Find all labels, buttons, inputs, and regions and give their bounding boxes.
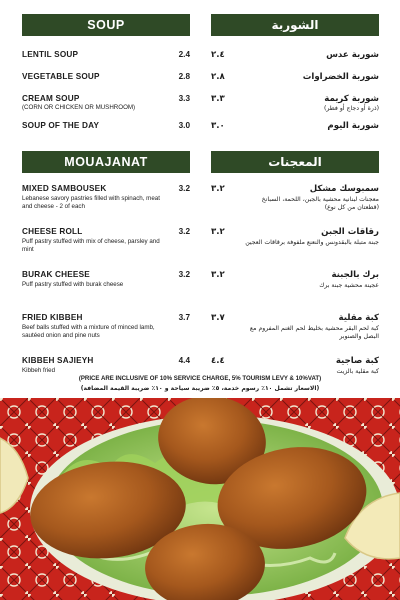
menu-item — [22, 72, 190, 94]
item-description: Kibbeh fried — [22, 367, 56, 374]
item-description: كبة لحم البقر محشية بخليط لحم الغنم المفروم مع البصل والصنوبر — [249, 325, 379, 341]
price-notice-ar: (الاسعار تشمل ١٠٪ رسوم خدمة، ٥٪ ضريبة سياحة و ١٠٪ ضريبة القيمة المضافة) — [80, 385, 320, 392]
arabic-menu-column — [211, 14, 379, 386]
item-name: شوربة عدس — [326, 50, 379, 60]
item-name: كبة مقلية — [338, 313, 379, 323]
item-name: LENTIL SOUP — [22, 50, 79, 59]
item-price: ٢.٤ — [211, 50, 225, 60]
item-price: ٢.٨ — [211, 72, 225, 82]
menu-item — [22, 227, 190, 270]
item-price: 3.2 — [178, 227, 190, 236]
item-name: برك بالجبنة — [331, 270, 379, 280]
item-price: ٣.٣ — [211, 94, 225, 104]
item-price: ٤.٤ — [211, 356, 225, 366]
menu-item — [22, 94, 190, 121]
mouajanat-list-ar — [211, 184, 379, 386]
item-name: CHEESE ROLL — [22, 227, 83, 236]
item-price: 2.4 — [178, 50, 190, 59]
item-price: ٣.٢ — [211, 184, 225, 194]
item-description: جبنة متبلة بالبقدونس والنعنع ملفوفة برقاقات العجين — [245, 239, 379, 246]
item-name: KIBBEH SAJIEYH — [22, 356, 94, 365]
menu-item — [22, 184, 190, 227]
item-price: ٣.٢ — [211, 270, 225, 280]
item-description: Beef balls stuffed with a mixture of minced lamb, sautéed onion and pine nuts — [22, 324, 155, 340]
item-name: شوربة الخضراوات — [302, 72, 379, 82]
item-name: SOUP OF THE DAY — [22, 121, 100, 130]
item-name: VEGETABLE SOUP — [22, 72, 100, 81]
mouajanat-heading-ar: المعجنات — [211, 151, 379, 173]
item-name: سمبوسك مشكل — [309, 184, 379, 194]
menu-item — [211, 72, 379, 94]
item-price: 2.8 — [178, 72, 190, 81]
price-notice-en: (PRICE ARE INCLUSIVE OF 10% SERVICE CHARGE, 5% TOURISM LEVY & 10%VAT) — [78, 375, 322, 382]
item-description: Puff pastry stuffed with mix of cheese, parsley and mint — [22, 238, 160, 254]
soup-heading: SOUP — [22, 14, 190, 36]
menu-item — [211, 50, 379, 72]
menu-item — [22, 270, 190, 313]
item-description: Lebanese savory pastries filled with spinach, meat and cheese - 2 of each — [22, 195, 160, 211]
menu-item — [211, 184, 379, 227]
item-name: كبة صاجية — [335, 356, 379, 366]
soup-list-en — [22, 50, 190, 143]
item-description: Puff pastry stuffed with burak cheese — [22, 281, 124, 288]
item-name: شوربة اليوم — [327, 121, 379, 131]
menu-item — [22, 313, 190, 356]
kibbeh-photo — [0, 398, 400, 600]
item-price: ٣.٧ — [211, 313, 225, 323]
item-price: 3.0 — [178, 121, 190, 130]
menu-item — [211, 270, 379, 313]
item-price: 3.2 — [178, 270, 190, 279]
item-name: CREAM SOUP — [22, 94, 80, 103]
item-name: MIXED SAMBOUSEK — [22, 184, 107, 193]
item-name: شوربة كريمة — [324, 94, 379, 104]
item-name: رقاقات الجبن — [321, 227, 379, 237]
mouajanat-heading: MOUAJANAT — [22, 151, 190, 173]
menu-item — [211, 121, 379, 143]
soup-list-ar — [211, 50, 379, 143]
item-price: 3.7 — [178, 313, 190, 322]
kibbeh-plate-illustration — [0, 398, 400, 600]
item-description: (ذرة أو دجاج أو فطر) — [323, 105, 379, 112]
menu-item — [22, 121, 190, 143]
item-price: ٣.٢ — [211, 227, 225, 237]
menu-item — [211, 227, 379, 270]
menu-item — [211, 94, 379, 121]
item-name: FRIED KIBBEH — [22, 313, 83, 322]
item-name: BURAK CHEESE — [22, 270, 90, 279]
menu-item — [211, 313, 379, 356]
item-description: (CORN OR CHICKEN OR MUSHROOM) — [22, 104, 136, 111]
item-price: 3.2 — [178, 184, 190, 193]
item-description: عجينة محشية جبنة برك — [319, 282, 379, 289]
item-description: كبة مقلية بالزيت — [336, 368, 379, 375]
menu-item — [22, 50, 190, 72]
item-price: 4.4 — [178, 356, 190, 365]
english-menu-column — [22, 14, 190, 386]
item-price: 3.3 — [178, 94, 190, 103]
soup-heading-ar: الشوربة — [211, 14, 379, 36]
mouajanat-list-en — [22, 184, 190, 386]
item-description: معجنات لبنانية محشية بالجبن، اللحمة، السبانخ (قطعتان من كل نوع) — [261, 196, 379, 212]
item-price: ٣.٠ — [211, 121, 225, 131]
